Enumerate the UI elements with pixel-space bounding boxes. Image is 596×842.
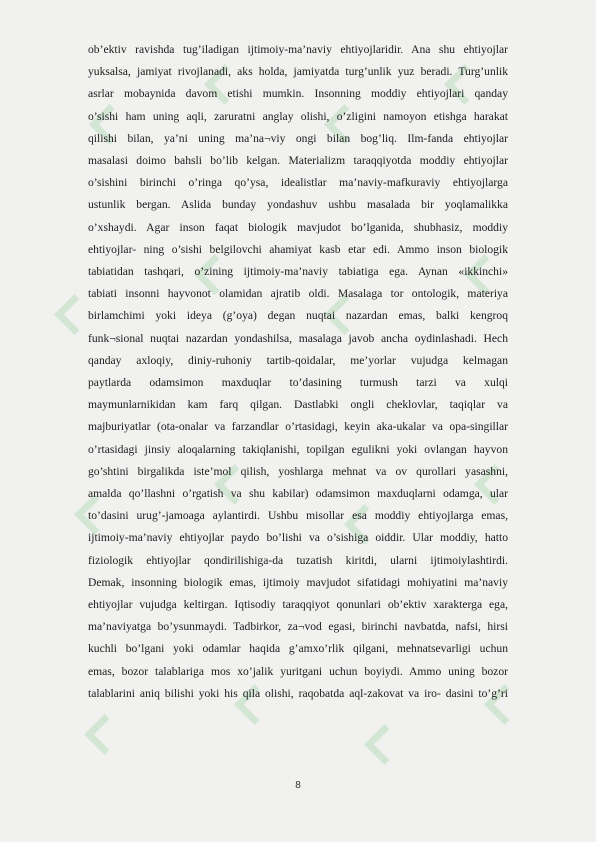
text-line: masalasi doimo bahsli bo’lib kelgan. Materializm taraqqiyotda moddiy ehtiyojlar bbox=[88, 154, 508, 168]
text-line: o’xshaydi. Agar inson faqat biologik mavjudot bo’lganida, shubhasiz, moddiy bbox=[88, 220, 508, 234]
text-line: ehtiyojlar- ning o’sishi belgilovchi ahamiyat kasb etar edi. Ammo inson biologik bbox=[88, 242, 508, 256]
text-line: amalda qo’llashni o’rgatish va shu kabilar) odamsimon maxduqlarni odamga, ular bbox=[88, 487, 508, 501]
text-line: o’rtasidagi jinsiy aloqalarning takiqlanishi, topilgan egulikni yoki ovlangan hayvon bbox=[88, 442, 508, 456]
text-line: fiziologik ehtiyojlar qondirilishiga-da tuzatish kiritdi, ularni ijtimoiylashtirdi. bbox=[88, 553, 508, 567]
text-line: paytlarda odamsimon maxduqlar to’dasining turmush tarzi va xulqi bbox=[88, 376, 508, 390]
text-line: funk¬sional nuqtai nazardan yondashilsa, masalaga javob ancha oydinlashadi. Hech bbox=[88, 331, 508, 345]
text-line: o’sishi ham uning aqli, zaruratni anglay olishi, o’zligini namoyon etishga harakat bbox=[88, 109, 508, 123]
chevron-watermark-icon bbox=[364, 724, 405, 765]
text-line: talablarini aniq bilishi yoki his qila olishi, raqobatda aql-zakovat va iro- dasini to’g’ri bbox=[88, 686, 508, 700]
text-line: ijtimoiy-ma’naviy ehtiyojlar paydo bo’lishi va o’sishiga oiddir. Ular moddiy, hatto bbox=[88, 531, 508, 545]
text-line: go’shtini birgalikda iste’mol qilish, yoshlarga mehnat va ov qurollari yasashni, bbox=[88, 464, 508, 478]
text-line: birlamchimi yoki ideya (g’oya) degan nuqtai nazardan emas, balki kengroq bbox=[88, 309, 508, 323]
text-line: tabiatidan tashqari, o’zining ijtimoiy-ma’naviy tabiatiga ega. Aynan «ikkinchi» bbox=[88, 265, 508, 279]
text-line: qilishi bilan, ya’ni uning ma’na¬viy ongi bilan bog’liq. Ilm-fanda ehtiyojlar bbox=[88, 131, 508, 145]
text-line: tabiati insonni hayvonot olamidan ajratib oldi. Masalaga tor ontologik, materiya bbox=[88, 287, 508, 301]
text-line: to’dasini urug’-jamoaga aylantirdi. Ushbu misollar esa moddiy ehtiyojlarga emas, bbox=[88, 509, 508, 523]
text-line: ehtiyojlar vujudga keltirgan. Iqtisodiy taraqqiyot qonunlari ob’ektiv xarakterga ega, bbox=[88, 598, 508, 612]
text-line: qanday axloqiy, diniy-ruhoniy tartib-qoidalar, me’yorlar vujudga kelmagan bbox=[88, 353, 508, 367]
text-line: ob’ektiv ravishda tug’iladigan ijtimoiy-ma’naviy ehtiyojlaridir. Ana shu ehtiyojlar bbox=[88, 43, 508, 56]
text-line: asrlar mobaynida davom etishi mumkin. Insonning moddiy ehtiyojlari qanday bbox=[88, 87, 508, 101]
page-number: 8 bbox=[295, 780, 301, 791]
text-line: yuksalsa, jamiyat rivojlanadi, aks holda, jamiyatda turg’unlik yuz beradi. Turg’unlik bbox=[88, 65, 508, 79]
body-paragraph bbox=[88, 39, 508, 705]
text-line: emas, bozor talablariga mos xo’jalik yuritgani uchun boyiydi. Ammo uning bozor bbox=[88, 664, 508, 678]
text-line: maymunlarnikidan kam farq qilgan. Dastlabki ongli cheklovlar, taqiqlar va bbox=[88, 398, 508, 412]
text-line: ustunlik bergan. Aslida bunday yondashuv ushbu masalada bir yoqlamalikka bbox=[88, 198, 508, 212]
text-line: ma’naviyatga bo’ysunmaydi. Tadbirkor, za¬vod egasi, birinchi navbatda, nafsi, hirsi bbox=[88, 620, 508, 634]
text-line: kuchli bo’lgani yoki odamlar haqida g’amxo’rlik qilgani, mehnatsevarligi uchun bbox=[88, 642, 508, 656]
text-line: majburiyatlar (ota-onalar va farzandlar o’rtasidagi, keyin aka-ukalar va opa-singillar bbox=[88, 420, 508, 434]
text-line: o’sishini birinchi o’ringa qo’ysa, idealistlar ma’naviy-mafkuraviy ehtiyojlarga bbox=[88, 176, 508, 190]
text-line: Demak, insonning biologik emas, ijtimoiy mavjudot sifatidagi mohiyatini ma’naviy bbox=[88, 575, 508, 589]
chevron-watermark-icon bbox=[84, 714, 125, 755]
